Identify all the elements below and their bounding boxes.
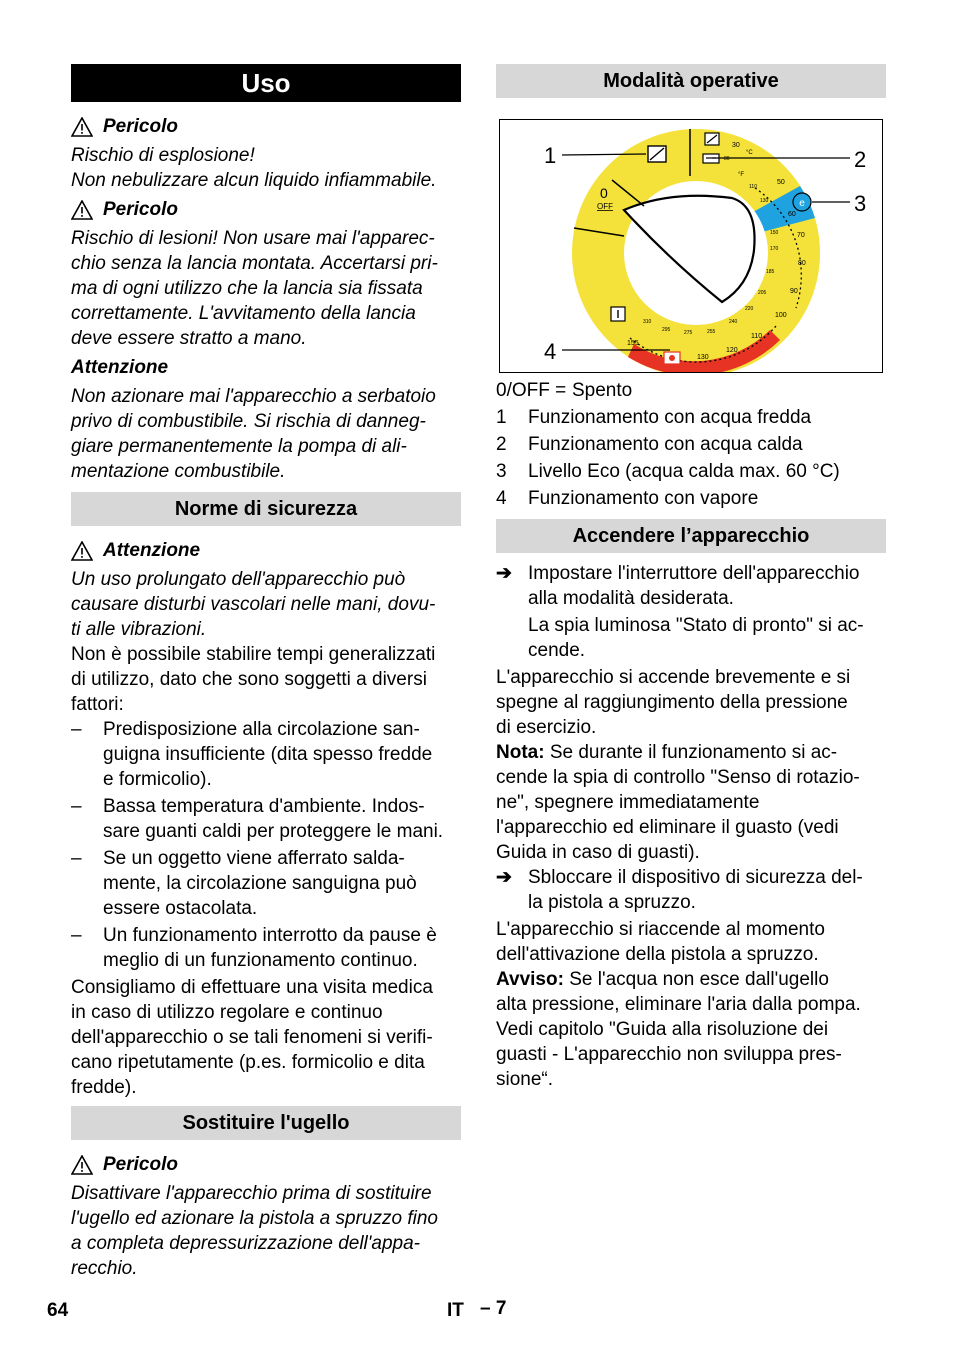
steam-icon [664, 352, 680, 364]
danger-heading-1 [71, 114, 461, 139]
mode-key: 2 [496, 434, 507, 455]
list-item [71, 846, 461, 921]
text-line: causare disturbi vascolari nelle mani, dovu- [71, 594, 436, 615]
scale-tick-f: 150 [770, 230, 779, 236]
text-line: ma di ogni utilizzo che la lancia sia fissata [71, 278, 423, 299]
section-title-nozzle: Sostituire l'ugello [71, 1106, 461, 1140]
text-line: Rischio di esplosione! [71, 145, 255, 166]
text-line: Non è possibile stabilire tempi generalizzati [71, 644, 436, 665]
danger-text-1 [71, 143, 461, 193]
text-line: Rischio di lesioni! Non usare mai l'apparec- [71, 228, 435, 249]
cold-water-icon [648, 146, 666, 162]
scale-tick-f: 295 [662, 327, 671, 333]
scale-tick-c: 80 [798, 260, 806, 267]
scale-tick-c: 60 [788, 211, 796, 218]
text-line: in caso di utilizzo regolare e continuo [71, 1002, 383, 1023]
scale-tick-c: 100 [775, 312, 787, 319]
startup-paragraph-1 [496, 665, 886, 740]
scale-tick-c: 30 [732, 142, 740, 149]
section-page-number: – 7 [480, 1298, 507, 1319]
arrow-icon: ➔ [496, 867, 512, 888]
callout-2: 2 [854, 147, 867, 172]
mode-text: Spento [572, 380, 633, 401]
text-line: Disattivare l'apparecchio prima di sostituire [71, 1183, 432, 1204]
caution-text-2 [71, 567, 461, 642]
danger-label: Pericolo [103, 1154, 178, 1175]
text-line: cano ripetutamente (p.es. formicolio e dita [71, 1052, 425, 1073]
text-line: L'apparecchio si riaccende al momento [496, 919, 825, 940]
text-line: essere ostacolata. [103, 898, 258, 919]
text-line: L'apparecchio si accende brevemente e si [496, 667, 851, 688]
scale-tick-f: 220 [745, 306, 754, 312]
mode-selector-figure [499, 119, 883, 373]
text-line: La spia luminosa "Stato di pronto" si ac- [528, 615, 864, 636]
text-line: cende la spia di controllo "Senso di rotazio- [496, 767, 860, 788]
text-line: di utilizzo, dato che sono soggetti a diversi [71, 669, 427, 690]
scale-tick-c: 120 [726, 347, 738, 354]
section-title-safety: Norme di sicurezza [71, 492, 461, 526]
text-line: a completa depressurizzazione dell'appa- [71, 1233, 420, 1254]
notice-label: Avviso: [496, 969, 564, 990]
danger-text-2 [71, 226, 461, 351]
section-title-uso: Uso [71, 64, 461, 102]
text-line: Guida in caso di guasti). [496, 842, 700, 863]
instruction-step-1 [496, 561, 886, 663]
scale-tick-f: 130 [760, 198, 769, 204]
warning-triangle-icon [71, 541, 93, 561]
text-line: cende. [528, 640, 586, 661]
text-line: Un funzionamento interrotto da pause è [103, 925, 437, 946]
warning-triangle-icon [71, 1155, 93, 1175]
text-line: guigna insufficiente (dita spesso fredde [103, 744, 433, 765]
text-line: giare permanentemente la pompa di ali- [71, 436, 407, 457]
danger-text-3 [71, 1181, 461, 1281]
text-line: alla modalità desiderata. [528, 588, 734, 609]
left-column [71, 64, 461, 1281]
caution-heading: Attenzione [71, 357, 169, 378]
callout-1: 1 [544, 143, 557, 168]
text-line: l'apparecchio ed eliminare il guasto (vedi [496, 817, 839, 838]
arrow-icon: ➔ [496, 563, 512, 584]
text-line: di esercizio. [496, 717, 597, 738]
text-line: l'ugello ed azionare la pistola a spruzzo fino [71, 1208, 438, 1229]
text-line: recchio. [71, 1258, 138, 1279]
text-line: Un uso prolungato dell'apparecchio può [71, 569, 406, 590]
dash-bullet: – [71, 796, 82, 817]
text-line: Impostare l'interruttore dell'apparecchio [528, 563, 860, 584]
text-line: Se l'acqua non esce dall'ugello [563, 969, 829, 990]
modes-legend [496, 378, 886, 1092]
text-line: meglio di un funzionamento continuo. [103, 950, 418, 971]
scale-tick-f: 310 [643, 319, 652, 325]
text-line: privo di combustibile. Si rischia di danneg- [71, 411, 426, 432]
dash-bullet: – [71, 719, 82, 740]
text-line: fattori: [71, 694, 124, 715]
list-item [71, 794, 461, 844]
scale-tick-c: 90 [790, 288, 798, 295]
dash-bullet: – [71, 848, 82, 869]
danger-label: Pericolo [103, 116, 178, 137]
scale-tick-f: 185 [766, 269, 775, 275]
mode-entry-0 [496, 378, 886, 403]
callout-3: 3 [854, 191, 867, 216]
dash-bullet: – [71, 925, 82, 946]
caution-text [71, 384, 461, 484]
scale-tick-f: 255 [707, 329, 716, 335]
mode-entry-3 [496, 459, 886, 484]
text-line: Non nebulizzare alcun liquido infiammabile. [71, 170, 437, 191]
text-line: dell'apparecchio o se tali fenomeni si verifi- [71, 1027, 433, 1048]
off-label: OFF [597, 202, 613, 211]
mode-key: 4 [496, 488, 507, 509]
text-line: dell'attivazione della pistola a spruzzo. [496, 944, 819, 965]
text-line: sare guanti caldi per proteggere le mani. [103, 821, 444, 842]
mode-entry-4 [496, 486, 886, 511]
scale-tick-f: 170 [770, 246, 779, 252]
off-zero-label: 0 [600, 185, 608, 201]
danger-heading-3 [71, 1152, 461, 1177]
text-line: guasti - L'apparecchio non sviluppa pres- [496, 1044, 842, 1065]
unit-celsius: °C [746, 150, 753, 156]
unit-fahrenheit: °F [738, 172, 745, 178]
text-line: spegne al raggiungimento della pressione [496, 692, 848, 713]
scale-tick-c: 50 [777, 179, 785, 186]
warning-triangle-icon [71, 200, 93, 220]
scale-tick-f: 110 [749, 184, 757, 190]
text-line: la pistola a spruzzo. [528, 892, 696, 913]
text-line: deve essere stratto a mano. [71, 328, 307, 349]
caution-heading-2 [71, 538, 461, 563]
note-label: Nota: [496, 742, 545, 763]
scale-tick-c: 155 [627, 340, 639, 347]
mode-text: Livello Eco (acqua calda max. 60 °C) [528, 461, 840, 482]
text-line: Bassa temperatura d'ambiente. Indos- [103, 796, 425, 817]
selector-dial-diagram [500, 120, 882, 372]
text-line: Non azionare mai l'apparecchio a serbatoio [71, 386, 436, 407]
text-line: ti alle vibrazioni. [71, 619, 207, 640]
text-line: sione“. [496, 1069, 554, 1090]
text-line: Consigliamo di effettuare una visita medica [71, 977, 433, 998]
language-code: IT [447, 1300, 464, 1321]
scale-tick-c: 110 [751, 333, 763, 340]
mode-entry-1 [496, 405, 886, 430]
text-line: Sbloccare il dispositivo di sicurezza del- [528, 867, 863, 888]
note-paragraph [496, 740, 886, 865]
text-line: correttamente. L'avvitamento della lancia [71, 303, 416, 324]
mode-key: 0/OFF = [496, 380, 567, 401]
danger-heading-2 [71, 197, 461, 222]
warning-triangle-icon [71, 117, 93, 137]
text-line: Vedi capitolo "Guida alla risoluzione dei [496, 1019, 829, 1040]
text-line: Se durante il funzionamento si ac- [544, 742, 838, 763]
mode-key: 1 [496, 407, 507, 428]
safety-body [71, 642, 461, 717]
notice-paragraph [496, 967, 886, 1092]
page-number: 64 [47, 1300, 69, 1321]
callout-4: 4 [544, 339, 557, 364]
mode-text: Funzionamento con vapore [528, 488, 759, 509]
right-column [496, 64, 886, 98]
danger-label: Pericolo [103, 199, 178, 220]
manual-icon [611, 307, 625, 321]
eco-symbol: e [799, 198, 805, 209]
instruction-step-2 [496, 865, 886, 915]
text-line: ne", spegnere immediatamente [496, 792, 760, 813]
caution-label: Attenzione [103, 540, 201, 561]
text-line: mente, la circolazione sanguigna può [103, 873, 417, 894]
text-line: Predisposizione alla circolazione san- [103, 719, 420, 740]
scale-tick-f: 240 [729, 319, 738, 325]
text-line: Se un oggetto viene afferrato salda- [103, 848, 405, 869]
scale-tick-f: 205 [758, 290, 767, 296]
text-line: alta pressione, eliminare l'aria dalla pompa. [496, 994, 861, 1015]
mode-entry-2 [496, 432, 886, 457]
scale-tick-f: 80 [724, 156, 730, 162]
section-title-modes: Modalità operative [496, 64, 886, 98]
text-line: mentazione combustibile. [71, 461, 286, 482]
startup-paragraph-2 [496, 917, 886, 967]
mode-text: Funzionamento con acqua calda [528, 434, 803, 455]
text-line: chio senza la lancia montata. Accertarsi pri- [71, 253, 438, 274]
section-title-startup: Accendere l’apparecchio [496, 519, 886, 553]
text-line: fredde). [71, 1077, 137, 1098]
mode-text: Funzionamento con acqua fredda [528, 407, 812, 428]
safety-conclusion [71, 975, 461, 1100]
scale-tick-c: 70 [797, 232, 805, 239]
mode-key: 3 [496, 461, 507, 482]
list-item [71, 717, 461, 792]
list-item [71, 923, 461, 973]
scale-tick-f: 275 [684, 330, 693, 336]
scale-tick-c: 130 [697, 354, 709, 361]
text-line: e formicolio). [103, 769, 212, 790]
